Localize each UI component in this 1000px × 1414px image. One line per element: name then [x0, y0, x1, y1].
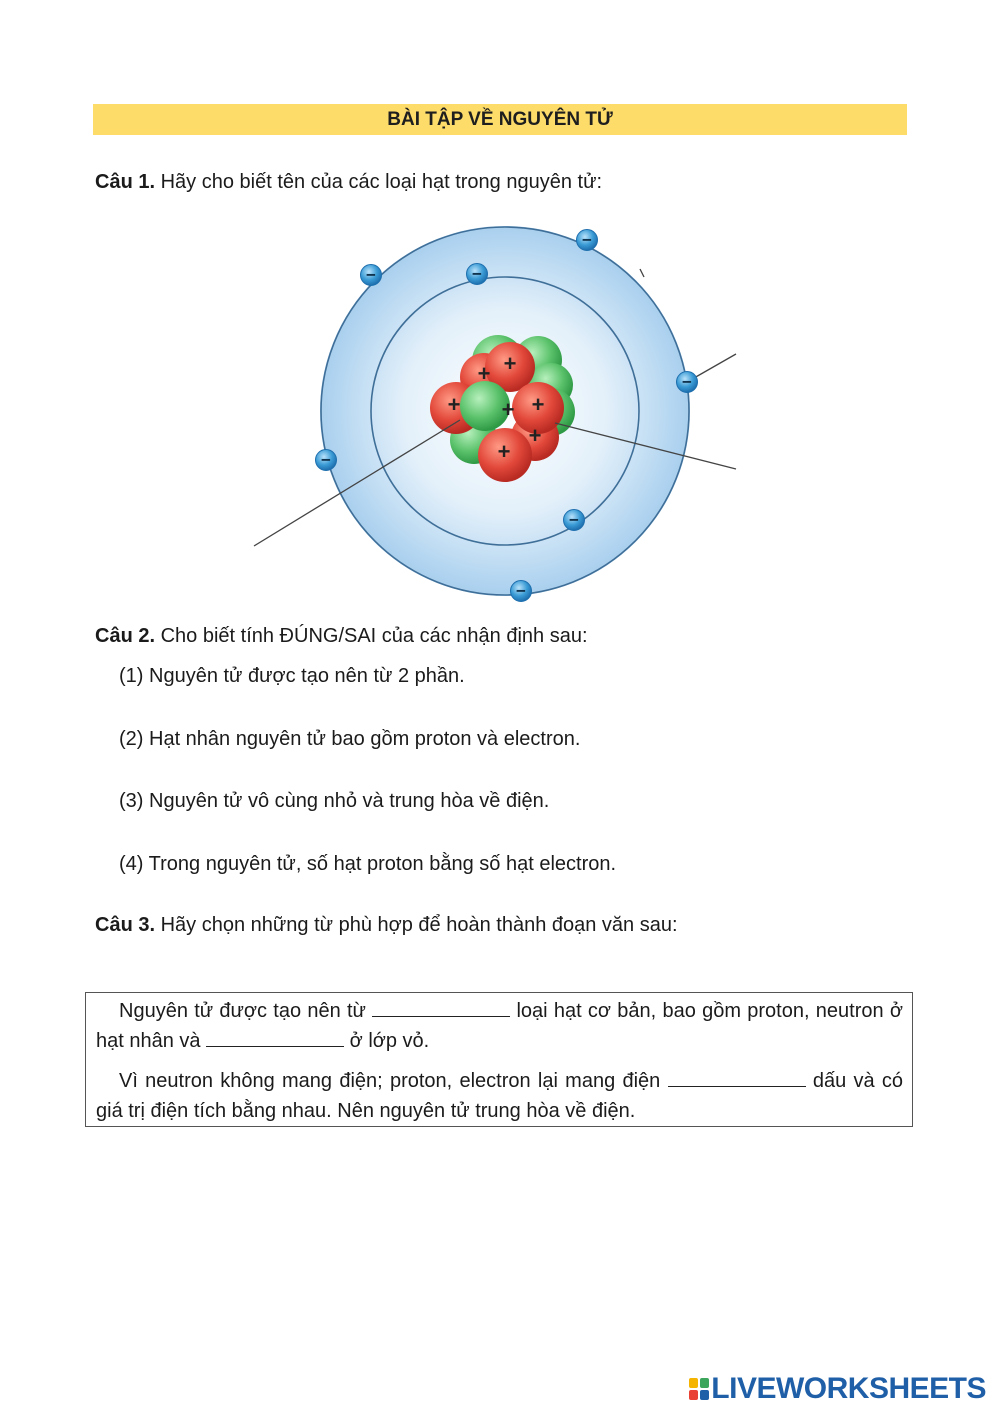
proton-sign: + [447, 391, 461, 417]
paragraph-1: Nguyên tử được tạo nên từ loại hạt cơ bản, bao gồm proton, neutron ở hạt nhân và ở lớp vỏ. [96, 1000, 903, 1052]
question-2 [95, 623, 588, 649]
liveworksheets-logo-icon [689, 1378, 709, 1400]
blank-shell-particle[interactable] [206, 1032, 344, 1047]
proton-sign: + [477, 360, 491, 386]
electron [361, 265, 382, 286]
electron-sign: − [472, 264, 482, 284]
proton-sign: + [497, 438, 511, 464]
proton-sign: + [503, 350, 517, 376]
electron-sign: − [582, 230, 592, 250]
liveworksheets-brand [689, 1371, 986, 1407]
question-3-label: Câu 3. [95, 914, 156, 936]
electron [677, 372, 698, 393]
question-2-text: Cho biết tính ĐÚNG/SAI của các nhận định sau: [160, 625, 588, 647]
electron-sign: − [569, 510, 579, 530]
electron-sign: − [366, 265, 376, 285]
blank-charge-sign[interactable] [668, 1072, 806, 1087]
electron [467, 264, 488, 285]
electron [577, 230, 598, 251]
proton-sign: + [528, 422, 542, 448]
blank-number-of-particles[interactable] [372, 1002, 510, 1017]
electron-sign: − [321, 450, 331, 470]
electron [511, 581, 532, 602]
electron-sign: − [682, 372, 692, 392]
question-1-label: Câu 1. [95, 171, 156, 193]
statement-3: (3) Nguyên tử vô cùng nhỏ và trung hòa về điện. [119, 790, 550, 812]
electron-sign: − [516, 581, 526, 601]
brand-text: LIVEWORKSHEETS [711, 1372, 986, 1405]
fill-in-paragraph-box [85, 992, 913, 1127]
statement-4: (4) Trong nguyên tử, số hạt proton bằng số hạt electron. [119, 853, 617, 875]
worksheet-title: BÀI TẬP VỀ NGUYÊN TỬ [93, 104, 907, 135]
question-2-label: Câu 2. [95, 625, 156, 647]
statement-2: (2) Hạt nhân nguyên tử bao gồm proton và electron. [119, 728, 581, 750]
atom-diagram [240, 215, 760, 610]
pointer-line-top [640, 269, 644, 277]
question-3-text: Hãy chọn những từ phù hợp để hoàn thành đoạn văn sau: [160, 914, 678, 936]
question-3 [95, 912, 678, 938]
paragraph-2: Vì neutron không mang điện; proton, electron lại mang điện dấu và có giá trị điện tích bằng nhau. Nên nguyên tử trung hòa về điện. [96, 1070, 903, 1122]
electron [564, 510, 585, 531]
pointer-line-electron [694, 354, 736, 378]
proton-sign: + [531, 391, 545, 417]
question-1-text: Hãy cho biết tên của các loại hạt trong nguyên tử: [160, 171, 603, 193]
statement-1: (1) Nguyên tử được tạo nên từ 2 phần. [119, 665, 465, 687]
proton-sign: + [501, 396, 515, 422]
electron [316, 450, 337, 471]
question-1 [95, 169, 602, 195]
